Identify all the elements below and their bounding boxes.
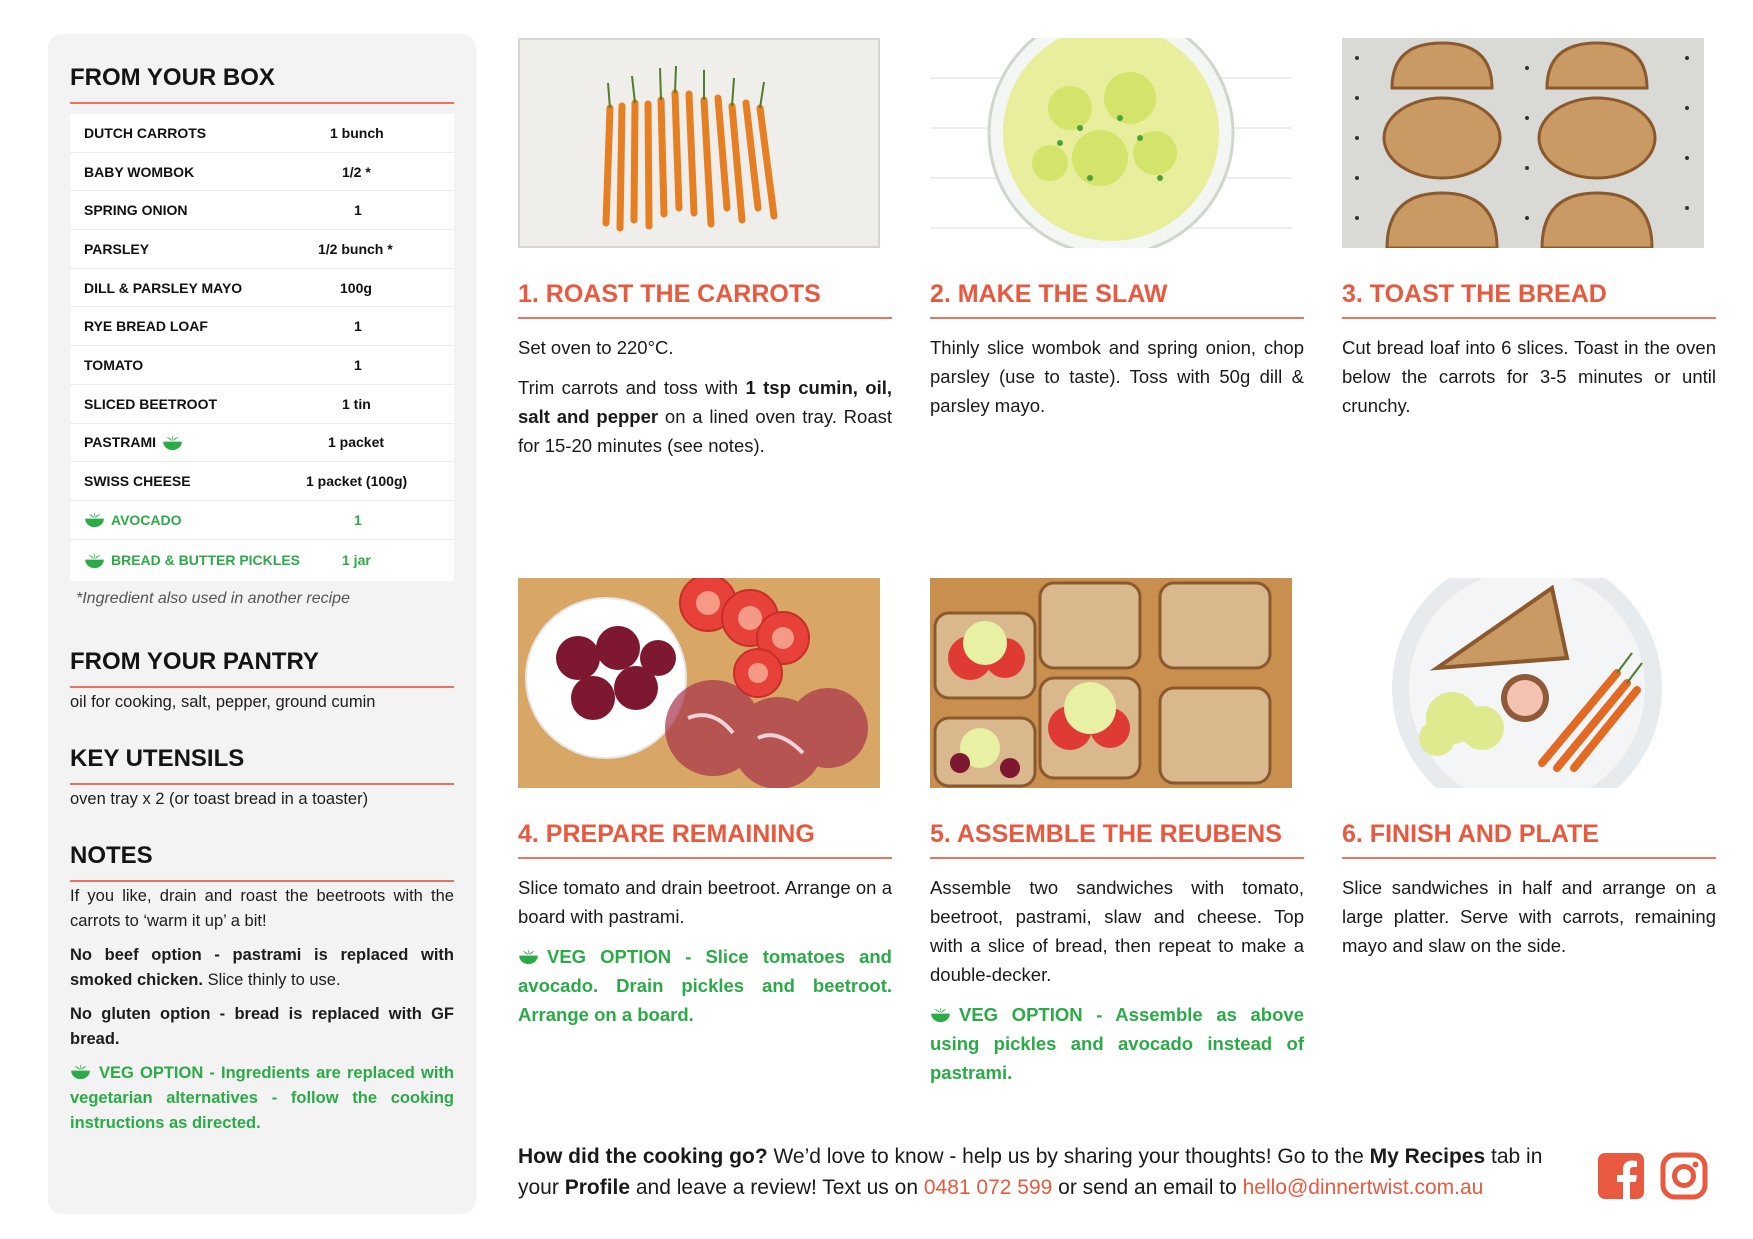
step-2 — [930, 38, 1304, 416]
table-row — [70, 462, 454, 501]
ingredient-name: SWISS CHEESE — [84, 473, 191, 490]
table-row — [70, 307, 454, 346]
footnote: *Ingredient also used in another recipe — [76, 590, 350, 607]
step-6-title: 6. FINISH AND PLATE — [1342, 820, 1716, 859]
notes-heading: NOTES — [70, 842, 454, 882]
step-1-p2-bold: 1 tsp cumin, oil, salt and pepper — [518, 377, 892, 427]
ingredient-name: TOMATO — [84, 356, 144, 373]
leaf-bowl-icon — [84, 511, 105, 528]
leaf-bowl-icon — [930, 1006, 951, 1023]
ingredient-qty: 1 — [354, 318, 362, 335]
ingredient-qty: 1 — [354, 356, 362, 373]
step-4-p1: Slice tomato and drain beetroot. Arrange on a board with pastrami. — [518, 877, 892, 927]
ingredient-name: SLICED BEETROOT — [84, 395, 218, 412]
step-1-p1: Set oven to 220°C. — [518, 337, 674, 358]
note-no-beef-rest: Slice thinly to use. — [202, 971, 341, 989]
instagram-icon[interactable] — [1660, 1152, 1708, 1200]
ingredient-name-text: AVOCADO — [111, 511, 182, 528]
profile-link[interactable]: Profile — [564, 1176, 631, 1199]
phone-link[interactable]: 0481 072 599 — [923, 1176, 1053, 1199]
step-3-p1: Cut bread loaf into 6 slices. Toast in the oven below the carrots for 3-5 minutes or until crunchy. — [1342, 337, 1716, 416]
finish-and-plate-photo — [1342, 578, 1704, 788]
table-row — [70, 346, 454, 385]
step-6-p1: Slice sandwiches in half and arrange on a large platter. Serve with carrots, remaining mayo and slaw on the side. — [1342, 877, 1716, 956]
utensils-text: oven tray x 2 (or toast bread in a toaster) — [70, 790, 369, 808]
feedback-question: How did the cooking go? — [518, 1145, 768, 1168]
step-4-veg-option — [518, 942, 892, 1029]
step-4 — [518, 578, 892, 1025]
step-5-p1: Assemble two sandwiches with tomato, beetroot, pastrami, slaw and cheese. Top with a slice of bread, then repeat to make a double-decker. — [930, 877, 1304, 985]
my-recipes-link[interactable]: My Recipes — [1369, 1145, 1486, 1168]
table-row — [70, 424, 454, 463]
step-4-veg-text: VEG OPTION - Slice tomatoes and avocado. Drain pickles and beetroot. Arrange on a board. — [518, 946, 892, 1025]
step-1-p2-a: Trim carrots and toss with — [518, 377, 746, 398]
step-1-title: 1. ROAST THE CARROTS — [518, 280, 892, 319]
ingredient-qty: 1 — [354, 202, 362, 219]
note-veg-text: VEG OPTION - Ingredients are replaced with vegetarian alternatives - follow the cooking instructions as directed. — [70, 1064, 454, 1132]
step-5 — [930, 578, 1304, 1083]
step-6 — [1342, 578, 1716, 956]
ingredients-table — [70, 114, 454, 581]
feedback-text-3: and leave a review! Text us on — [630, 1176, 924, 1199]
note-no-gluten-bold: No gluten option - bread is replaced with GF bread. — [70, 1005, 454, 1048]
key-utensils-heading: KEY UTENSILS — [70, 745, 454, 785]
assemble-reubens-photo — [930, 578, 1292, 788]
pantry-text: oil for cooking, salt, pepper, ground cumin — [70, 693, 376, 711]
email-link[interactable]: hello@dinnertwist.com.au — [1242, 1176, 1484, 1199]
table-row — [70, 153, 454, 192]
note-veg-option — [70, 1061, 454, 1136]
note-no-gluten — [70, 1002, 454, 1052]
ingredient-name-text: PASTRAMI — [84, 434, 157, 451]
feedback-text-1: We’d love to know - help us by sharing your thoughts! Go to the — [767, 1145, 1370, 1168]
step-2-p1: Thinly slice wombok and spring onion, chop parsley (use to taste). Toss with 50g dill & parsley mayo. — [930, 337, 1304, 416]
ingredient-qty: 100g — [340, 279, 372, 296]
step-5-veg-text: VEG OPTION - Assemble as above using pickles and avocado instead of pastrami. — [930, 1004, 1304, 1083]
ingredient-qty: 1/2 * — [342, 163, 371, 180]
toast-bread-photo — [1342, 38, 1704, 248]
step-1-body — [518, 333, 892, 471]
table-row — [70, 114, 454, 153]
ingredient-qty: 1 jar — [342, 552, 371, 569]
step-1 — [518, 38, 893, 456]
ingredient-qty: 1 packet — [328, 434, 385, 451]
step-1-p2-b: on a lined oven tray. Roast for 15-20 minutes (see notes). — [518, 406, 893, 456]
from-your-pantry-heading: FROM YOUR PANTRY — [70, 648, 454, 688]
step-4-title: 4. PREPARE REMAINING — [518, 820, 892, 859]
note-no-beef-bold: No beef option - pastrami is replaced with smoked chicken. — [70, 946, 454, 989]
feedback-text-4: or send an email to — [1052, 1176, 1243, 1199]
notes-body — [70, 884, 454, 1145]
step-2-body — [930, 333, 1304, 431]
ingredient-name: DILL & PARSLEY MAYO — [84, 279, 243, 296]
leaf-bowl-icon — [70, 1063, 91, 1080]
prepare-remaining-photo — [518, 578, 880, 788]
ingredient-name: PARSLEY — [84, 240, 150, 257]
step-4-body — [518, 873, 892, 1040]
ingredient-name-text: BREAD & BUTTER PICKLES — [111, 552, 301, 569]
step-3 — [1342, 38, 1716, 416]
ingredient-name: RYE BREAD LOAF — [84, 318, 208, 335]
note-roast-beetroot: If you like, drain and roast the beetroots with the carrots to ‘warm it up’ a bit! — [70, 887, 454, 930]
ingredient-name — [70, 511, 302, 528]
leaf-bowl-icon — [162, 434, 183, 451]
step-3-title: 3. TOAST THE BREAD — [1342, 280, 1716, 319]
step-6-body — [1342, 873, 1716, 971]
leaf-bowl-icon — [518, 948, 539, 965]
ingredient-qty: 1 tin — [342, 395, 371, 412]
ingredient-qty: 1/2 bunch * — [318, 240, 393, 257]
step-1-p2 — [518, 373, 892, 460]
roast-carrots-photo — [518, 38, 880, 248]
table-row — [70, 269, 454, 308]
step-2-title: 2. MAKE THE SLAW — [930, 280, 1304, 319]
ingredient-name: BABY WOMBOK — [84, 163, 195, 180]
step-5-body — [930, 873, 1304, 1098]
table-row — [70, 191, 454, 230]
table-row — [70, 501, 454, 540]
table-row — [70, 230, 454, 269]
ingredient-name — [70, 552, 330, 569]
slaw-photo — [930, 38, 1292, 248]
leaf-bowl-icon — [84, 552, 105, 569]
feedback-text-2: tab in your — [518, 1145, 1543, 1199]
feedback-text — [518, 1141, 1588, 1203]
ingredient-qty: 1 packet (100g) — [306, 473, 408, 490]
note-no-beef — [70, 943, 454, 993]
table-row — [70, 385, 454, 424]
from-your-box-heading: FROM YOUR BOX — [70, 64, 454, 104]
ingredient-qty: 1 — [354, 511, 362, 528]
ingredients-sidebar — [48, 34, 476, 1214]
table-row — [70, 540, 454, 581]
step-5-title: 5. ASSEMBLE THE REUBENS — [930, 820, 1304, 859]
step-3-body — [1342, 333, 1716, 431]
facebook-icon[interactable] — [1597, 1152, 1645, 1200]
ingredient-name — [70, 434, 302, 451]
ingredient-name: DUTCH CARROTS — [84, 124, 207, 141]
step-5-veg-option — [930, 1000, 1304, 1087]
ingredient-name: SPRING ONION — [84, 202, 188, 219]
ingredient-qty: 1 bunch — [330, 124, 384, 141]
